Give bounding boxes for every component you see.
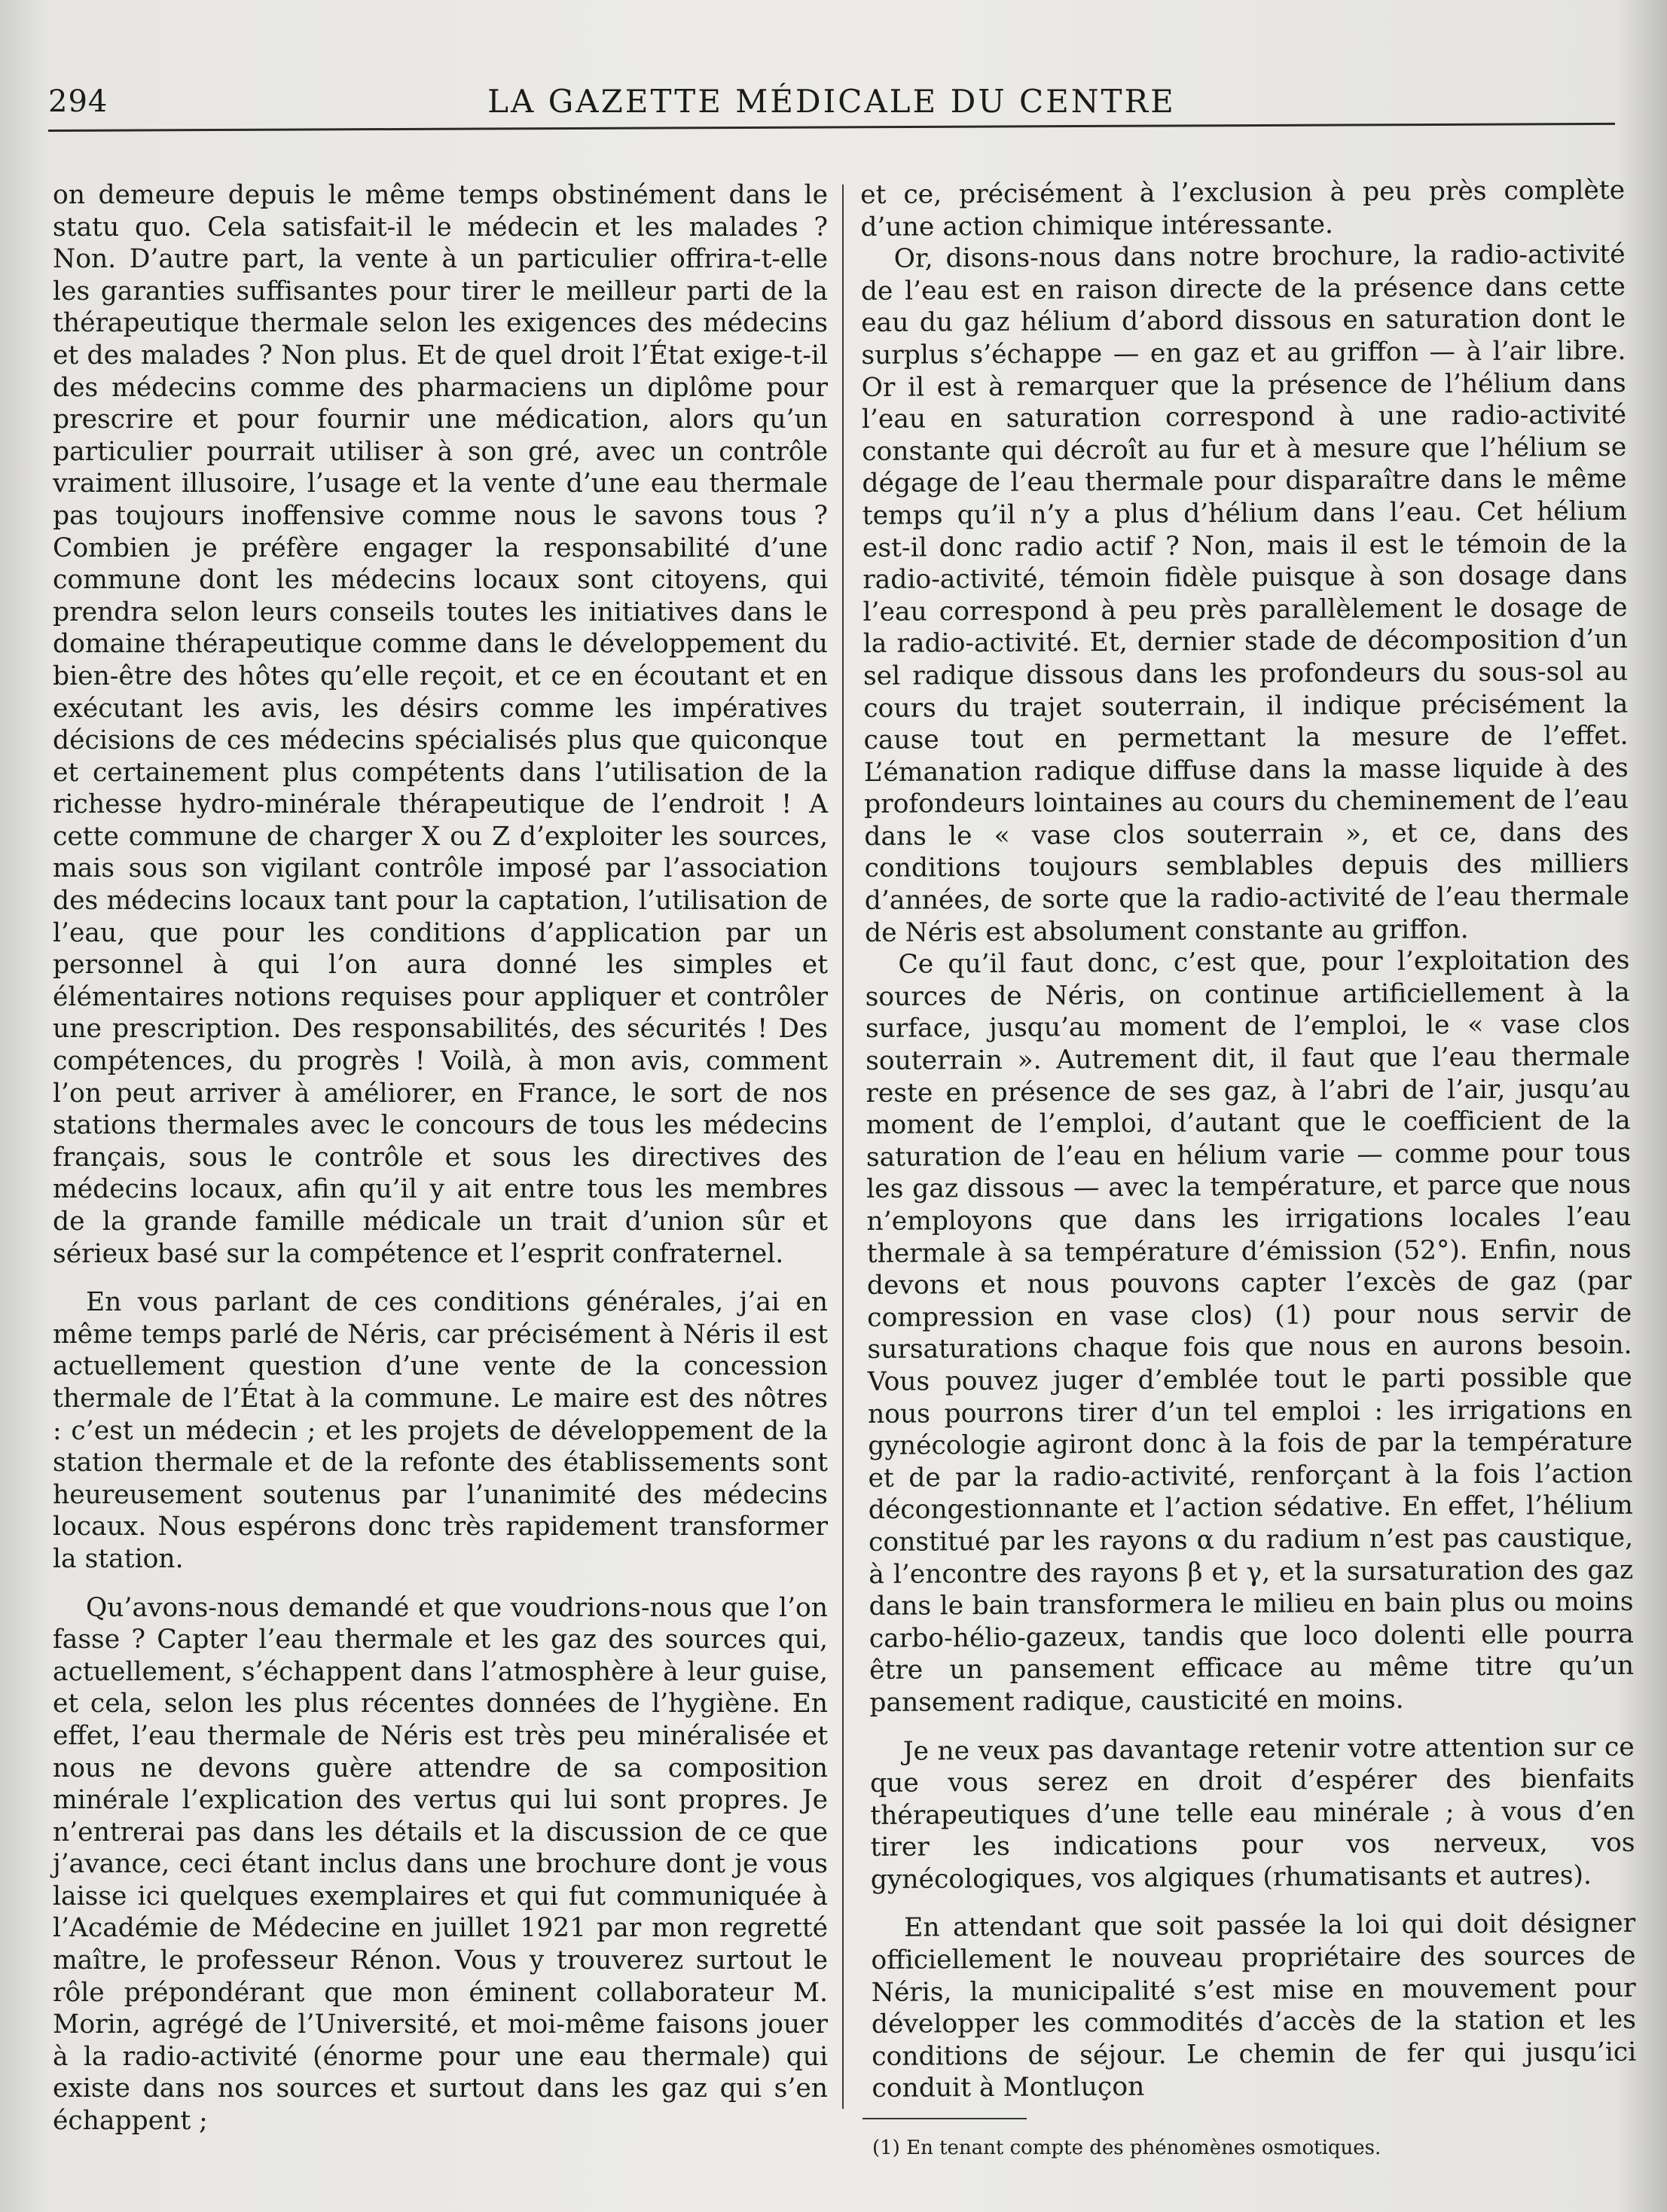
- right-paragraph-1: et ce, précisément à l’exclusion à peu près complète d’une action chimique intéressante.: [860, 175, 1626, 243]
- column-divider: [842, 185, 844, 2109]
- left-paragraph-3: Qu’avons-nous demandé et que voudrions-nous que l’on fasse ? Capter l’eau thermale et les gaz des sources qui, actuellement, s’échappent dans l’atmosphère à leur guise, et cela, selon les plus récentes données de l’hygiène. En effet, l’eau thermale de Néris est très peu minéralisée et nous ne devons guère attendre de sa composition minérale l’explication des vertus qui lui sont propres. Je n’entrerai pas dans les détails et la discussion de ce que j’avance, ceci étant inclus dans une brochure dont je vous laisse ici quelques exemplaires et qui fut communiquée à l’Académie de Médecine en juillet 1921 par mon regretté maître, le professeur Rénon. Vous y trouverez surtout le rôle prépondérant que mon éminent collaborateur M. Morin, agrégé de l’Université, et moi-même faisons jouer à la radio-activité (énorme pour une eau thermale) qui existe dans nos sources et surtout dans les gaz qui s’en échappent ;: [53, 1592, 828, 2137]
- page-header: [48, 75, 1615, 128]
- left-column: [53, 179, 828, 2137]
- right-paragraph-4: Je ne veux pas davantage retenir votre attention sur ce que vous serez en droit d’espérer des bienfaits thérapeutiques d’une telle eau minérale ; à vous d’en tirer les indications pour vos nerveux, vos gynécologiques, vos algiques (rhumatisants et autres).: [869, 1731, 1635, 1895]
- left-paragraph-1: on demeure depuis le même temps obstinément dans le statu quo. Cela satisfait-il le médecin et les malades ? Non. D’autre part, la vente à un particulier offrira-t-elle les garanties suffisantes pour tirer le meilleur parti de la thérapeutique thermale selon les exigences des médecins et des malades ? Non plus. Et de quel droit l’État exige-t-il des médecins comme des pharmaciens un diplôme pour prescrire et pour fournir une médication, alors qu’un particulier pourrait utiliser à son gré, avec un contrôle vraiment illusoire, l’usage et la vente d’une eau thermale pas toujours inoffensive comme nous le savons tous ? Combien je préfère engager la responsabilité d’une commune dont les médecins locaux sont citoyens, qui prendra selon leurs conseils toutes les initiatives dans le domaine thérapeutique comme dans le développement du bien-être des hôtes qu’elle reçoit, et ce en écoutant et en exécutant les avis, les désirs comme les impératives décisions de ces médecins spécialisés plus que quiconque et certainement plus compétents dans l’utilisation de la richesse hydro-minérale thérapeutique de l’endroit ! A cette commune de charger X ou Z d’exploiter les sources, mais sous son vigilant contrôle imposé par l’association des médecins locaux tant pour la captation, l’utilisation de l’eau, que pour les conditions d’application par un personnel à qui l’on aura donné les simples et élémentaires notions requises pour appliquer et contrôler une prescription. Des responsabilités, des sécurités ! Des compétences, du progrès ! Voilà, à mon avis, comment l’on peut arriver à améliorer, en France, le sort de nos stations thermales avec le concours de tous les médecins français, sous le contrôle et sous les directives des médecins locaux, afin qu’il y ait entre tous les membres de la grande famille médicale un trait d’union sûr et sérieux basé sur la compétence et l’esprit confraternel.: [53, 180, 828, 1269]
- right-paragraph-5: En attendant que soit passée la loi qui doit désigner officiellement le nouveau propriétaire des sources de Néris, la municipalité s’est mise en mouvement pour développer les commodités d’accès de la station et les conditions de séjour. Le chemin de fer qui jusqu’ici conduit à Montluçon: [871, 1908, 1637, 2104]
- right-paragraph-3: Ce qu’il faut donc, c’est que, pour l’exploitation des sources de Néris, on continue artificiellement à la surface, jusqu’au moment de l’emploi, le « vase clos souterrain ». Autrement dit, il faut que l’eau thermale reste en présence de ses gaz, à l’abri de l’air, jusqu’au moment de l’emploi, d’autant que le coefficient de la saturation de l’eau en hélium varie — comme pour tous les gaz dissous — avec la température, et parce que nous n’employons que dans les irrigations locales l’eau thermale à sa température d’émission (52°). Enfin, nous devons et nous pouvons capter l’excès de gaz (par compression en vase clos) (1) pour nous servir de sursaturations chaque fois que nous en aurons besoin. Vous pouvez juger d’emblée tout le parti possible que nous pourrons tirer d’un tel emploi : les irrigations en gynécologie agiront donc à la fois de par la température et de par la radio-activité, renforçant à la fois l’action décongestionnante et l’action sédative. En effet, l’hélium constitué par les rayons α du radium n’est pas caustique, à l’encontre des rayons β et γ, et la sursaturation des gaz dans le bain transformera le milieu en bain plus ou moins carbo-hélio-gazeux, tandis que loco dolenti elle pourra être un pansement efficace au même titre qu’un pansement radique, causticité en moins.: [865, 945, 1635, 1718]
- right-paragraph-2: Or, disons-nous dans notre brochure, la radio-activité de l’eau est en raison directe de la présence dans cette eau du gaz hélium d’abord dissous en saturation dont le surplus s’échappe — en gaz et au griffon — à l’air libre. Or il est à remarquer que la présence de l’hélium dans l’eau en saturation correspond à une radio-activité constante qui décroît au fur et à mesure que l’hélium se dégage de l’eau thermale pour disparaître dans le même temps qu’il n’y a plus d’hélium dans l’eau. Cet hélium est-il donc radio actif ? Non, mais il est le témoin de la radio-activité, témoin fidèle puisque à son dosage dans l’eau correspond à peu près parallèlement le dosage de la radio-activité. Et, dernier stade de décomposition d’un sel radique dissous dans les profondeurs du sous-sol au cours du trajet souterrain, il indique précisément la cause tout en permettant la mesure de l’effet. L’émanation radique diffuse dans la masse liquide à des profondeurs lointaines au cours du cheminement de l’eau dans le « vase clos souterrain », et ce, dans des conditions toujours semblables depuis des milliers d’années, de sorte que la radio-activité de l’eau thermale de Néris est absolument constante au griffon.: [860, 239, 1629, 948]
- right-column: [860, 175, 1637, 2105]
- journal-title: LA GAZETTE MÉDICALE DU CENTRE: [487, 83, 1176, 120]
- footnote-rule: [863, 2118, 1027, 2119]
- left-paragraph-2: En vous parlant de ces conditions générales, j’ai en même temps parlé de Néris, car précisément à Néris il est actuellement question d’une vente de la concession thermale de l’État à la commune. Le maire est des nôtres : c’est un médecin ; et les projets de développement de la station thermale et de la refonte des établissements sont heureusement soutenus par l’unanimité des médecins locaux. Nous espérons donc très rapidement transformer la station.: [53, 1287, 828, 1574]
- footnote: (1) En tenant compte des phénomènes osmotiques.: [872, 2137, 1382, 2159]
- page-number: 294: [48, 84, 108, 119]
